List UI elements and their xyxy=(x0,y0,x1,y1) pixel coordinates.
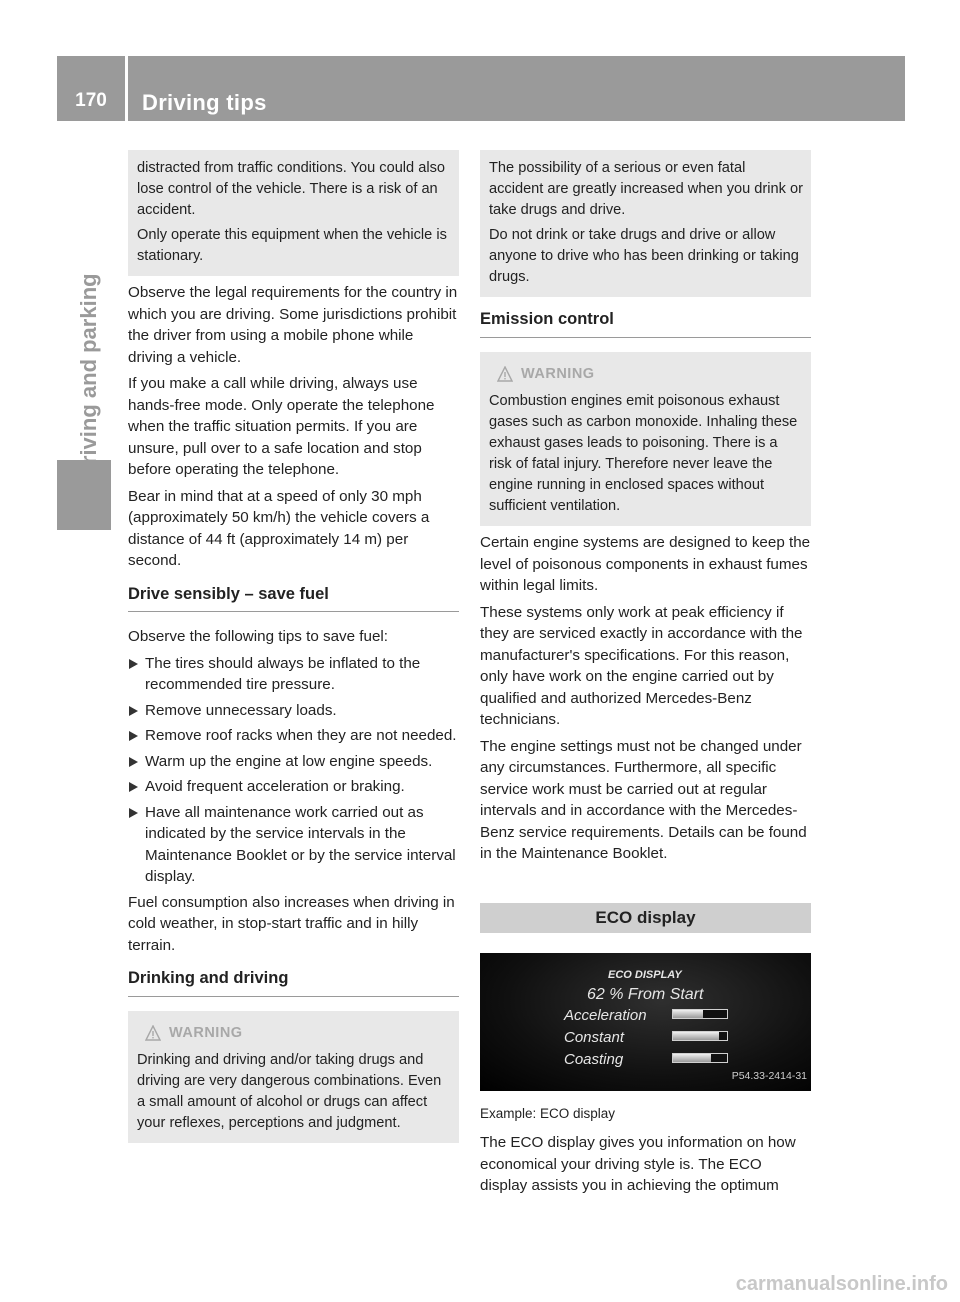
warning-text: Combustion engines emit poisonous exhaust gases such as carbon monoxide. Inhaling these exhaust gases leads to poisoning. There is a risk of fatal injury. Therefore never leave the engine running in enclosed spaces without sufficient ventilation. xyxy=(489,393,798,514)
header-separator xyxy=(125,56,128,121)
list-item xyxy=(128,725,459,747)
eco-bar-fill xyxy=(673,1054,711,1062)
page-number: 170 xyxy=(75,90,107,111)
warning-label: WARNING xyxy=(521,365,595,382)
eco-display-title: ECO DISPLAY xyxy=(608,968,682,981)
body-paragraph: If you make a call while driving, always use hands-free mode. Only operate the telephone when the traffic situation permits. If you are unsure, pull over to a safe location and stop before operating the telephone. xyxy=(128,375,435,478)
continued-warning-box xyxy=(480,150,811,297)
list-item-text: Have all maintenance work carried out as indicated by the service intervals in the Maintenance Booklet or by the service interval display. xyxy=(145,803,456,885)
footer-watermark: carmanualsonline.info xyxy=(735,1273,948,1295)
eco-bar-coasting xyxy=(672,1053,728,1063)
eco-display-percent: 62 % From Start xyxy=(587,985,704,1003)
heading-emission-control: Emission control xyxy=(480,309,811,338)
list-item xyxy=(128,776,459,798)
warning-box-drinking xyxy=(128,1011,459,1144)
side-tab-label xyxy=(76,420,102,480)
arrow-icon xyxy=(129,659,138,669)
warning-header xyxy=(145,1023,451,1045)
eco-display-image xyxy=(480,953,811,1091)
arrow-icon xyxy=(129,757,138,767)
tips-intro: Observe the following tips to save fuel: xyxy=(128,628,389,645)
box-paragraph: Do not drink or take drugs and drive or allow anyone to drive who has been drinking or taking drugs. xyxy=(489,227,799,285)
list-item-text: Remove roof racks when they are not needed. xyxy=(145,727,457,744)
box-paragraph: The possibility of a serious or even fatal accident are greatly increased when you drink or take drugs and drive. xyxy=(489,160,803,218)
body-paragraph: The engine settings must not be changed under any circumstances. Furthermore, all specific service work must be carried out at regular intervals and in accordance with the Mercedes-Benz service requirements. Details can be found in the Maintenance Booklet. xyxy=(480,737,807,862)
arrow-icon xyxy=(129,706,138,716)
eco-bar-acceleration xyxy=(672,1009,728,1019)
arrow-icon xyxy=(129,782,138,792)
body-paragraph: Bear in mind that at a speed of only 30 mph (approximately 50 km/h) the vehicle covers a distance of 44 ft (approximately 14 m) per second. xyxy=(128,487,430,569)
warning-icon xyxy=(145,1025,161,1041)
eco-bar-constant xyxy=(672,1031,728,1041)
list-item-text: Warm up the engine at low engine speeds. xyxy=(145,752,433,770)
body-paragraph: Fuel consumption also increases when driving in cold weather, in stop-start traffic and in hilly terrain. xyxy=(128,893,455,954)
right-column xyxy=(480,150,811,1202)
list-item xyxy=(128,700,459,722)
list-item-text: Avoid frequent acceleration or braking. xyxy=(145,778,405,795)
body-paragraph: The ECO display gives you information on how economical your driving style is. The ECO display assists you in achieving the optimum xyxy=(480,1134,796,1194)
warning-label: WARNING xyxy=(169,1024,243,1041)
eco-row-label: Constant xyxy=(564,1028,625,1046)
heading-drive-sensibly: Drive sensibly – save fuel xyxy=(128,584,459,613)
box-paragraph: distracted from traffic conditions. You could also lose control of the vehicle. There is a risk of an accident. xyxy=(137,160,445,218)
warning-header xyxy=(497,364,803,386)
warning-box-emission xyxy=(480,352,811,527)
list-item-text: Remove unnecessary loads. xyxy=(145,701,337,719)
list-item xyxy=(128,653,459,696)
continued-warning-box xyxy=(128,150,459,276)
box-paragraph: Only operate this equipment when the vehicle is stationary. xyxy=(137,227,447,264)
left-column xyxy=(128,150,459,1149)
body-paragraph: Certain engine systems are designed to keep the level of poisonous components in exhaust fumes within legal limits. xyxy=(480,534,811,594)
arrow-icon xyxy=(129,731,138,741)
section-title: Driving tips xyxy=(142,90,267,115)
arrow-icon xyxy=(129,808,138,818)
eco-bar-fill xyxy=(673,1010,703,1018)
body-paragraph: Observe the legal requirements for the country in which you are driving. Some jurisdictions prohibit the driver from using a mobile phone while driving a vehicle. xyxy=(128,284,458,366)
list-item xyxy=(128,802,459,888)
eco-bar-fill xyxy=(673,1032,719,1040)
image-caption: Example: ECO display xyxy=(480,1105,616,1121)
eco-row-label: Acceleration xyxy=(564,1006,647,1024)
eco-image-code: P54.33-2414-31 xyxy=(731,1070,807,1082)
eco-display-heading: ECO display xyxy=(480,903,811,933)
heading-drinking-driving: Drinking and driving xyxy=(128,968,459,997)
warning-icon xyxy=(497,366,513,382)
warning-text: Drinking and driving and/or taking drugs and driving are very dangerous combinations. Even a small amount of alcohol or drugs can affect your reflexes, perceptions and judgment. xyxy=(137,1052,442,1131)
list-item-text: The tires should always be inflated to the recommended tire pressure. xyxy=(145,654,421,693)
fuel-tips-list xyxy=(128,653,459,888)
eco-row-label: Coasting xyxy=(564,1050,624,1068)
body-paragraph: These systems only work at peak efficiency if they are serviced exactly in accordance with the manufacturer's specifications. For this reason, only have work on the engine carried out by qualified and authorized Mercedes-Benz technicians. xyxy=(480,603,803,728)
list-item xyxy=(128,751,459,773)
